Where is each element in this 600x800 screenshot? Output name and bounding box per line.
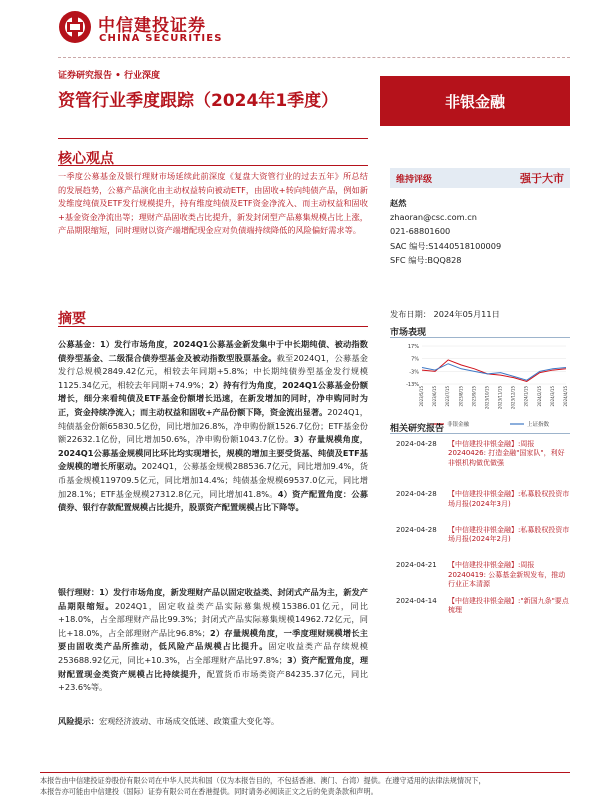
y-tick-label: -3% xyxy=(409,369,419,376)
summary-wealth-detail-2: 固定收益类产品存续规模253688.92亿元，同比+10.3%，占全部理财产品比97.8%； xyxy=(58,641,368,665)
x-tick-label: 2024/1/15 xyxy=(523,386,529,407)
summary-divider xyxy=(58,326,368,327)
industry-badge: 非银金融 xyxy=(380,76,570,126)
risk-warning-text: 宏观经济波动、市场成交低迷、政策重大变化等。 xyxy=(98,716,280,726)
analyst-info xyxy=(390,196,570,267)
x-tick-label: 2023/7/15 xyxy=(445,386,451,407)
related-research-title[interactable]: 【中信建投非银金融】:私募股权投资市场月报(2024年2月) xyxy=(448,525,570,544)
x-tick-label: 2023/10/15 xyxy=(484,386,490,410)
x-tick-label: 2024/4/15 xyxy=(563,386,568,407)
summary-fund-detail-1: 截至2024Q1，公募基金发行总规模2849.42亿元，相较去年同期+5.8%；中长期纯债券型基金发行规模1125.34亿元，相较去年同期+74.9%； xyxy=(58,352,368,390)
x-tick-label: 2023/9/15 xyxy=(471,386,477,407)
company-logo xyxy=(58,8,223,50)
core-view-heading: 核心观点 xyxy=(58,151,114,167)
summary-fund-point-3: 3）存量规模角度，2024Q1公募基金规模同比环比均实现增长，规模的增加主要受货基、纯债及ETF基金规模的增长所驱动。 xyxy=(58,434,368,472)
related-research-date: 2024-04-28 xyxy=(396,525,437,534)
related-research-title[interactable]: 【中信建投非银金融】:私募股权投资市场月报(2024年3月) xyxy=(448,490,570,508)
x-tick-label: 2023/11/15 xyxy=(497,386,503,410)
related-research-title[interactable]: 【中信建投非银金融】:周报 20240419: 公募基金新规发布，推动行业正本清源 xyxy=(448,561,566,589)
core-view-divider xyxy=(58,165,368,166)
market-performance-heading: 市场表现 xyxy=(390,328,427,338)
summary-heading: 摘要 xyxy=(58,311,86,327)
x-tick-label: 2023/8/15 xyxy=(458,386,464,407)
disclaimer-line-1: 本报告由中信建投证券股份有限公司在中华人民共和国（仅为本报告目的，不包括香港、澳门、台湾）提供。在遵守适用的法律法规情况下， xyxy=(40,776,486,785)
related-research-title[interactable]: 【中信建投非银金融】:"新国九条"要点梳理 xyxy=(448,596,569,615)
disclaimer-line-2: 本报告亦可能由中信建投（国际）证券有限公司在香港提供。同时请务必阅读正文之后的免责条款和声明。 xyxy=(40,787,378,796)
header-divider xyxy=(58,57,570,58)
rating-value: 强于大市 xyxy=(520,172,564,185)
x-tick-label: 2023/5/15 xyxy=(419,386,424,407)
y-tick-label: 7% xyxy=(411,356,419,363)
x-tick-label: 2023/12/15 xyxy=(510,386,516,410)
report-title: 资管行业季度跟踪（2024年1季度） xyxy=(58,91,339,111)
y-tick-label: 17% xyxy=(407,344,419,350)
related-research-date: 2024-04-14 xyxy=(396,596,437,605)
analyst-phone: 021-68801600 xyxy=(390,226,451,237)
summary-wealth-lead: 银行理财： xyxy=(58,587,100,597)
x-tick-label: 2023/6/15 xyxy=(432,386,438,407)
summary-wealth-point-2: 2）存量规模角度，一季度理财规模增长主要由固收类产品所推动，低风险产品规模占比提升。 xyxy=(58,627,368,652)
risk-warning-lead: 风险提示： xyxy=(58,716,99,726)
analyst-email[interactable]: zhaoran@csc.com.cn xyxy=(390,212,477,223)
related-research-heading: 相关研究报告 xyxy=(390,424,445,434)
analyst-sac-number: SAC 编号:S1440518100009 xyxy=(390,240,502,251)
analyst-sfc-number: SFC 编号:BQQ828 xyxy=(390,254,462,265)
summary-wealth-point-1: 1）发行市场角度，新发理财产品以固定收益类、封闭式产品为主，新发产品期限缩短。 xyxy=(58,587,368,611)
x-tick-label: 2024/2/15 xyxy=(536,386,542,407)
summary-fund-lead: 公募基金： xyxy=(58,339,100,349)
report-type: 证券研究报告 • 行业深度 xyxy=(58,71,161,81)
logo-chinese-name: 中信建投证券 xyxy=(98,16,206,36)
summary-wealth-point-3: 3）资产配置角度，理财配置现金类资产规模占比持续提升， xyxy=(58,654,369,679)
y-tick-label: -13% xyxy=(406,382,419,388)
summary-fund-point-2: 2）持有行为角度，2024Q1公募基金份额增长，细分来看纯债及ETF基金份额增长迅速，在新发增加的同时，净申购同时为正，资金持续净流入；而主动权益和固收+产品份额下降，资金流出显著。 xyxy=(58,379,368,417)
summary-wealth-paragraph xyxy=(58,586,368,695)
summary-wealth-detail-3: 配置货币市场类资产84235.37亿元，同比+23.6%等。 xyxy=(58,668,368,693)
summary-fund-point-4: 4）资产配置角度：公募债券、银行存款配置规模占比提升，股票资产配置规模占比下降等。 xyxy=(58,488,368,513)
summary-fund-point-1: 1）发行市场角度，2024Q1公募基金新发集中于中长期纯债、被动指数债券型基金、二级混合债券型基金及被动指数型股票基金。 xyxy=(58,339,368,363)
summary-fund-detail-3: 2024Q1，公募基金规模288536.7亿元，同比增加9.4%，货币基金规模119709.5亿元，同比增加14.4%；纯债基金规模69537.0亿元，同比增加28.1%；ETF基金规模27312.8亿元，同比增加41.8%。 xyxy=(58,461,368,499)
core-view-text: 一季度公募基金及银行理财市场延续此前深度《复盘大资管行业的过去五年》所总结的发展趋势，公募产品演化由主动权益转向被动ETF，由固收+转向纯债产品，例如新发维度纯债及ETF发行规模提升，持有维度纯债及ETF资金净流入、而主动权益和固收+基金资金净流出等；理财产品固收类占比提升，新发封闭型产品募集规模占比上涨，产品期限缩短，同时理财以资产端增配现金应对负债端持续降低的风险偏好需求等。 xyxy=(58,171,368,236)
footer-divider xyxy=(40,772,570,773)
rating-label: 维持评级 xyxy=(396,175,433,185)
footer-disclaimer xyxy=(40,775,600,797)
related-research-date: 2024-04-28 xyxy=(396,490,437,499)
legend-label: 非银金融 xyxy=(447,422,470,428)
related-research-date: 2024-04-21 xyxy=(396,561,437,570)
analyst-name: 赵然 xyxy=(390,198,407,208)
summary-wealth-detail-1: 2024Q1，固定收益类产品实际募集规模15386.01亿元，同比+18.0%，占全部理财产品比99.3%；封闭式产品实际募集规模14962.72亿元，同比+18.0%，占全部理财产品比96.8%； xyxy=(58,600,368,638)
risk-warning xyxy=(58,716,368,727)
company-logo-icon xyxy=(58,10,92,44)
summary-fund-detail-2: 2024Q1，纯债基金份额65830.5亿份，同比增加26.8%，净申购份额1526.7亿份；ETF基金份额22632.1亿份，同比增加50.6%，净申购份额1043.7亿份。 xyxy=(58,406,368,445)
related-research-title[interactable]: 【中信建投非银金融】:周报 20240426: 打造金融"国家队"，利好非银机构做优做强 xyxy=(448,440,565,467)
title-divider xyxy=(58,138,368,139)
rating-bar xyxy=(390,168,570,188)
logo-english-name: CHINA SECURITIES xyxy=(99,33,223,44)
summary-fund-paragraph xyxy=(58,338,368,515)
related-research-divider xyxy=(390,433,570,434)
related-research-date: 2024-04-28 xyxy=(396,440,437,448)
market-performance-divider xyxy=(390,337,570,338)
publish-date: 发布日期： 2024年05月11日 xyxy=(390,309,500,319)
x-tick-label: 2024/3/15 xyxy=(549,386,555,407)
legend-label: 上证指数 xyxy=(527,422,550,428)
market-performance-chart xyxy=(390,340,570,430)
